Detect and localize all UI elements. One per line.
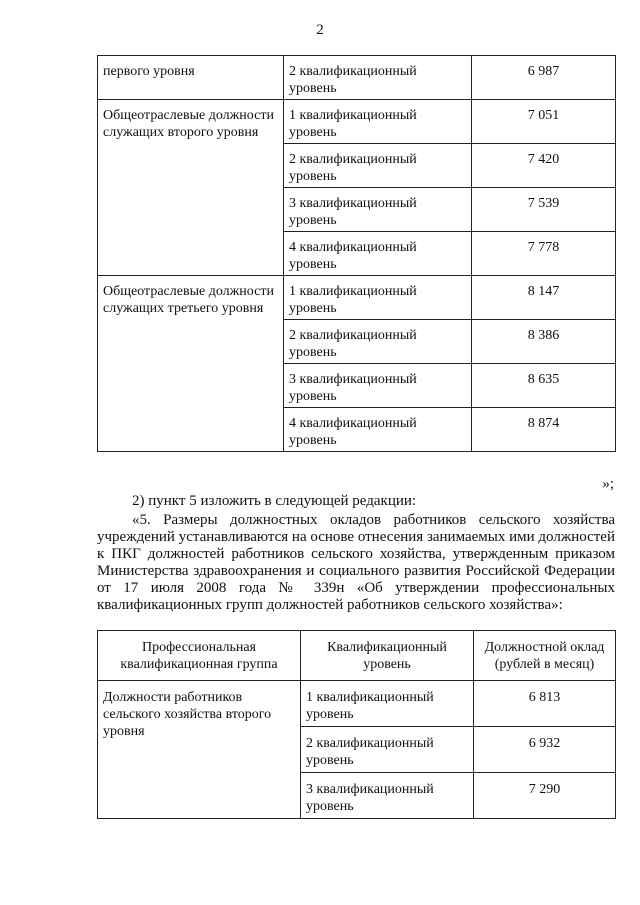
level-cell: 2 квалификационный уровень xyxy=(284,144,472,188)
salary-cell: 8 147 xyxy=(472,276,616,320)
salary-table-general xyxy=(97,55,616,452)
salary-cell: 7 539 xyxy=(472,188,616,232)
table-row xyxy=(98,681,616,727)
salary-table-agriculture xyxy=(97,630,616,819)
salary-cell: 7 051 xyxy=(472,100,616,144)
amendment-paragraph: 2) пункт 5 изложить в следующей редакции: xyxy=(132,493,417,509)
salary-cell: 6 987 xyxy=(472,56,616,100)
salary-cell: 6 813 xyxy=(474,681,616,727)
header-level: Квалификационный уровень xyxy=(301,631,474,681)
salary-cell: 7 290 xyxy=(474,773,616,819)
level-cell: 3 квалификационный уровень xyxy=(301,773,474,819)
salary-cell: 6 932 xyxy=(474,727,616,773)
salary-cell: 7 420 xyxy=(472,144,616,188)
salary-cell: 7 778 xyxy=(472,232,616,276)
header-group: Профессиональная квалификационная группа xyxy=(98,631,301,681)
clause-text-body: «5. Размеры должностных окладов работников сельского хозяйства учреждений устанавливаются на основе отнесения занимаемых ими должностей к ПКГ должностей работников сельского хозяйства, утвержденным приказом Министерства здравоохранения и социального развития Российской Федерации от 17 июля 2008 года № 339н «Об утверждении профессиональных квалификационных групп должностей работников сельского хозяйства»: xyxy=(97,512,615,613)
level-cell: 4 квалификационный уровень xyxy=(284,408,472,452)
salary-cell: 8 386 xyxy=(472,320,616,364)
header-salary: Должностной оклад (рублей в месяц) xyxy=(474,631,616,681)
table-row xyxy=(98,100,616,144)
level-cell: 2 квалификационный уровень xyxy=(301,727,474,773)
level-cell: 1 квалификационный уровень xyxy=(284,100,472,144)
level-cell: 3 квалификационный уровень xyxy=(284,188,472,232)
level-cell: 4 квалификационный уровень xyxy=(284,232,472,276)
table-row xyxy=(98,56,616,100)
level-cell: 3 квалификационный уровень xyxy=(284,364,472,408)
group-name-cell: Общеотраслевые должности служащих второго уровня xyxy=(98,100,284,276)
level-cell: 1 квалификационный уровень xyxy=(301,681,474,727)
group-name-cell: Общеотраслевые должности служащих третьего уровня xyxy=(98,276,284,452)
group-name-cell: Должности работников сельского хозяйства второго уровня xyxy=(98,681,301,819)
level-cell: 1 квалификационный уровень xyxy=(284,276,472,320)
salary-cell: 8 874 xyxy=(472,408,616,452)
group-name-cell: первого уровня xyxy=(98,56,284,100)
page-number: 2 xyxy=(316,22,324,38)
level-cell: 2 квалификационный уровень xyxy=(284,56,472,100)
closing-quote-mark: »; xyxy=(602,476,614,492)
salary-cell: 8 635 xyxy=(472,364,616,408)
table-row xyxy=(98,276,616,320)
level-cell: 2 квалификационный уровень xyxy=(284,320,472,364)
clause-text xyxy=(97,512,615,614)
table-header-row xyxy=(98,631,616,681)
